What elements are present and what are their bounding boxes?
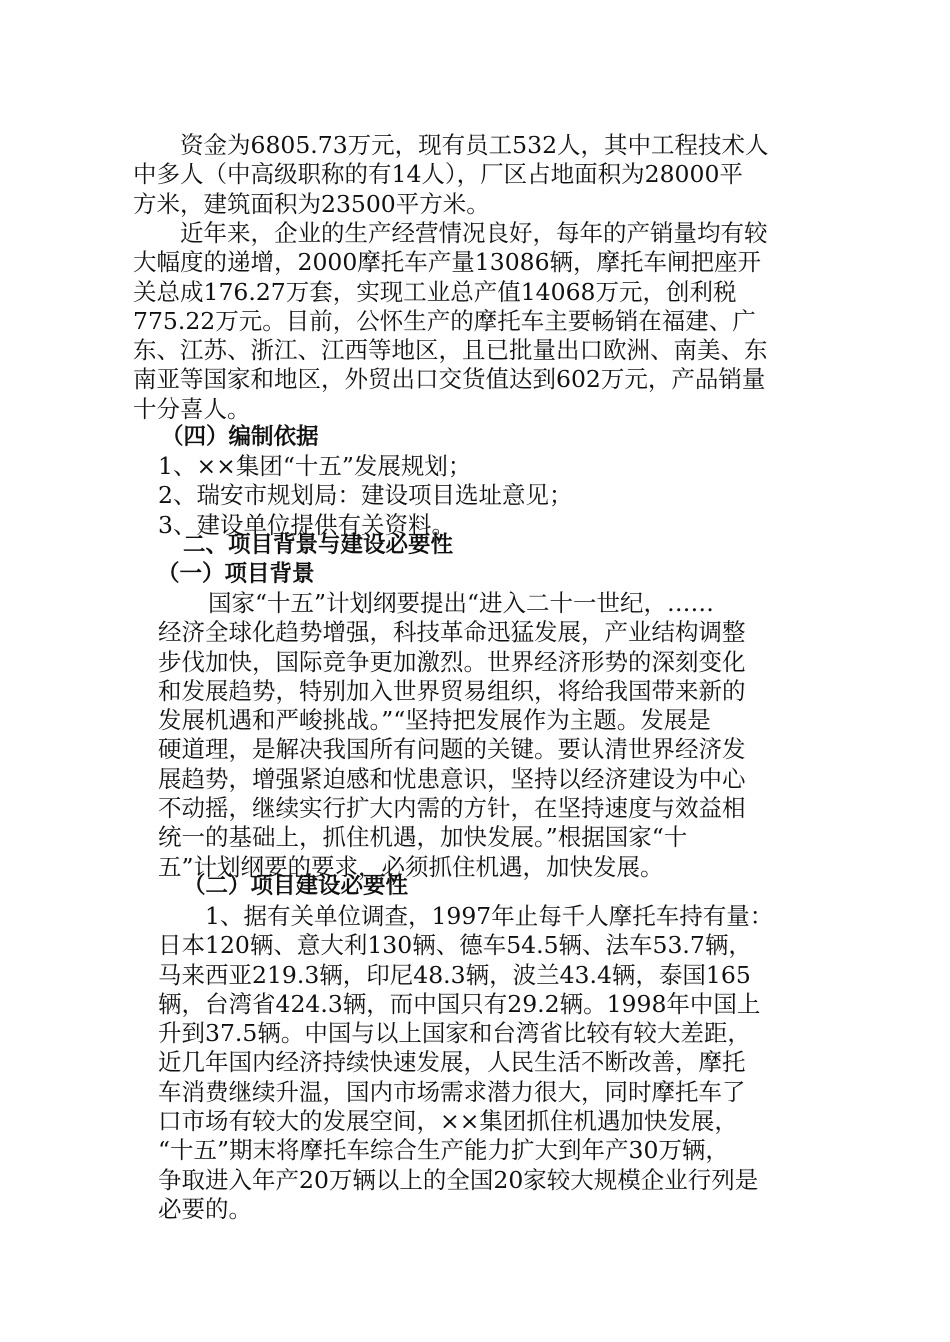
- text-line: 展趋势，增强紧迫感和忧患意识，坚持以经济建设为中心: [158, 764, 746, 793]
- list-item: 1、××集团“十五”发展规划；: [158, 452, 472, 480]
- heading-compilation-basis: （四）编制依据: [161, 424, 319, 450]
- text-line: 中多人（中高级职称的有14人），厂区占地面积为28000平: [133, 160, 743, 189]
- text-line: 发展机遇和严峻挑战。”“坚持把发展作为主题。发展是: [158, 706, 711, 735]
- text-line: 日本120辆、意大利130辆、德车54.5辆、法车53.7辆，: [158, 931, 752, 960]
- paragraph-capital: [133, 131, 823, 219]
- text-line: 方米，建筑面积为23500平方米。: [133, 189, 490, 218]
- text-line: 国家“十五”计划纲要提出“进入二十一世纪，……: [208, 589, 715, 617]
- paragraph-background: [158, 589, 823, 882]
- text-line: 东、江苏、浙江、江西等地区，且已批量出口欧洲、南美、东: [133, 336, 768, 365]
- text-line: 争取进入年产20万辆以上的全国20家较大规模企业行列是: [158, 1165, 759, 1194]
- text-line: 资金为6805.73万元，现有员工532人，其中工程技术人: [180, 131, 769, 159]
- text-line: 车消费继续升温，国内市场需求潜力很大，同时摩托车了: [158, 1077, 746, 1106]
- text-line: 近几年国内经济持续快速发展，人民生活不断改善，摩托: [158, 1048, 746, 1077]
- text-line: 马来西亚219.3辆，印尼48.3辆，波兰43.4辆，泰国165: [158, 960, 751, 989]
- text-line: 五”计划纲要的要求，必须抓住机遇，加快发展。: [158, 852, 664, 881]
- paragraph-necessity: [158, 902, 823, 1224]
- heading-section-two: 二、项目背景与建设必要性: [183, 532, 454, 558]
- text-line: 十分喜人。: [133, 394, 251, 423]
- text-line: 775.22万元。目前，公怀生产的摩托车主要畅销在福建、广: [133, 306, 756, 335]
- text-line: 南亚等国家和地区，外贸出口交货值达到602万元，产品销量: [133, 365, 766, 394]
- text-line: 和发展趋势，特别加入世界贸易组织，将给我国带来新的: [158, 676, 746, 705]
- list-item: 2、瑞安市规划局：建设项目选址意见；: [158, 481, 573, 510]
- text-line: 统一的基础上，抓住机遇，加快发展。”根据国家“十: [158, 823, 688, 852]
- text-line: 大幅度的递增，2000摩托车产量13086辆，摩托车闸把座开: [133, 248, 762, 277]
- text-line: 硬道理，是解决我国所有问题的关键。要认清世界经济发: [158, 735, 746, 764]
- paragraph-operations: [133, 219, 823, 424]
- text-line: 口市场有较大的发展空间，××集团抓住机遇加快发展，: [158, 1107, 738, 1136]
- text-line: 不动摇，继续实行扩大内需的方针，在坚持速度与效益相: [158, 794, 746, 823]
- basis-list: [158, 452, 818, 540]
- heading-project-background: （一）项目背景: [157, 561, 315, 587]
- text-line: 经济全球化趋势增强，科技革命迅猛发展，产业结构调整: [158, 618, 746, 647]
- text-line: 1、据有关单位调查，1997年止每千人摩托车持有量：: [205, 902, 774, 930]
- text-line: 升到37.5辆。中国与以上国家和台湾省比较有较大差距，: [158, 1019, 751, 1048]
- text-line: 必要的。: [158, 1194, 252, 1223]
- text-line: 步伐加快，国际竞争更加激烈。世界经济形势的深刻变化: [158, 647, 746, 676]
- text-line: 辆，台湾省424.3辆，而中国只有29.2辆。1998年中国上: [158, 989, 761, 1018]
- text-line: “十五”期末将摩托车综合生产能力扩大到年产30万辆，: [158, 1136, 729, 1165]
- list-item: 3、建设单位提供有关资料。: [158, 510, 455, 539]
- heading-construction-necessity: （二）项目建设必要性: [183, 873, 409, 899]
- text-line: 关总成176.27万套，实现工业总产值14068万元，创利税: [133, 277, 737, 306]
- text-line: 近年来，企业的生产经营情况良好，每年的产销量均有较: [180, 219, 768, 247]
